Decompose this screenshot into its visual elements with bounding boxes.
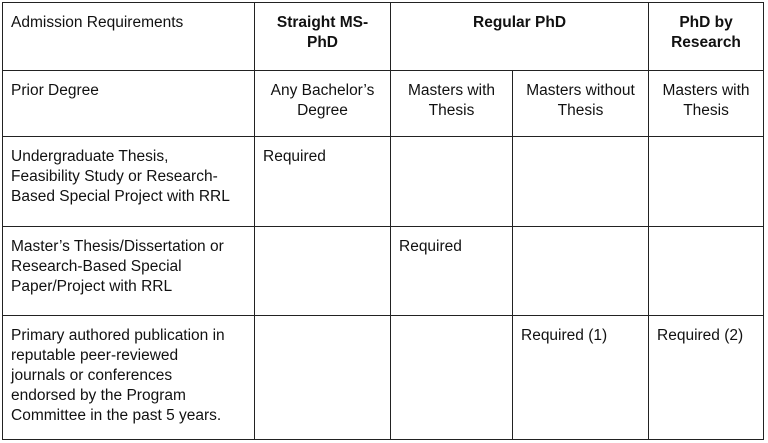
header-straight-ms-phd-label: Straight MS- PhD — [276, 14, 369, 51]
row-regular-without-thesis-cell — [513, 316, 649, 440]
header-row — [3, 3, 764, 71]
header-regular-phd-label: Regular PhD — [473, 14, 567, 31]
header-phd-by-research-label: PhD by Research — [671, 14, 741, 51]
row-regular-without-thesis-value: Required (1) — [521, 327, 608, 344]
row-straight-value — [255, 227, 390, 241]
row-label: Master’s Thesis/Dissertation or Research-Based Special Paper/Project with RRL — [11, 238, 224, 295]
row-label: Undergraduate Thesis, Feasibility Study or Research- Based Special Project with RRL — [11, 148, 230, 205]
prior-degree-research-cell — [649, 71, 764, 137]
row-regular-with-thesis-cell — [391, 137, 513, 227]
prior-degree-straight-cell — [255, 71, 391, 137]
row-regular-with-thesis-cell — [391, 316, 513, 440]
header-cell-requirements — [3, 3, 255, 71]
row-research-value: Required (2) — [657, 327, 744, 344]
row-label-cell — [3, 316, 255, 440]
row-label-cell — [3, 227, 255, 316]
row-regular-without-thesis-cell — [513, 137, 649, 227]
header-cell-phd-by-research — [649, 3, 764, 71]
row-straight-value: Required — [263, 148, 326, 165]
row-label: Primary authored publication in reputable peer-reviewed journals or conferences endorsed by the Program Committee in the past 5 years. — [11, 327, 225, 424]
prior-degree-regular-without-thesis-value: Masters without Thesis — [526, 82, 635, 119]
header-cell-regular-phd — [391, 3, 649, 71]
row-regular-with-thesis-value — [391, 137, 512, 151]
admission-requirements-table — [2, 2, 764, 440]
table-row — [3, 137, 764, 227]
row-research-cell — [649, 137, 764, 227]
header-requirements-label: Admission Requirements — [11, 14, 184, 31]
row-straight-value — [255, 316, 390, 330]
row-research-value — [649, 137, 763, 151]
row-regular-with-thesis-value — [391, 316, 512, 330]
prior-degree-regular-without-thesis-cell — [513, 71, 649, 137]
prior-degree-regular-with-thesis-cell — [391, 71, 513, 137]
prior-degree-label-cell — [3, 71, 255, 137]
row-straight-cell — [255, 227, 391, 316]
row-regular-with-thesis-value: Required — [399, 238, 462, 255]
row-straight-cell — [255, 316, 391, 440]
row-regular-without-thesis-cell — [513, 227, 649, 316]
table-row — [3, 227, 764, 316]
row-regular-without-thesis-value — [513, 227, 648, 241]
table-row — [3, 316, 764, 440]
prior-degree-research-value: Masters with Thesis — [662, 82, 750, 119]
row-research-value — [649, 227, 763, 241]
row-straight-cell — [255, 137, 391, 227]
row-research-cell — [649, 227, 764, 316]
prior-degree-label: Prior Degree — [11, 82, 99, 99]
prior-degree-row — [3, 71, 764, 137]
row-research-cell — [649, 316, 764, 440]
row-label-cell — [3, 137, 255, 227]
row-regular-with-thesis-cell — [391, 227, 513, 316]
prior-degree-straight-value: Any Bachelor’s Degree — [270, 82, 375, 119]
prior-degree-regular-with-thesis-value: Masters with Thesis — [408, 82, 495, 119]
row-regular-without-thesis-value — [513, 137, 648, 151]
header-cell-straight-ms-phd — [255, 3, 391, 71]
